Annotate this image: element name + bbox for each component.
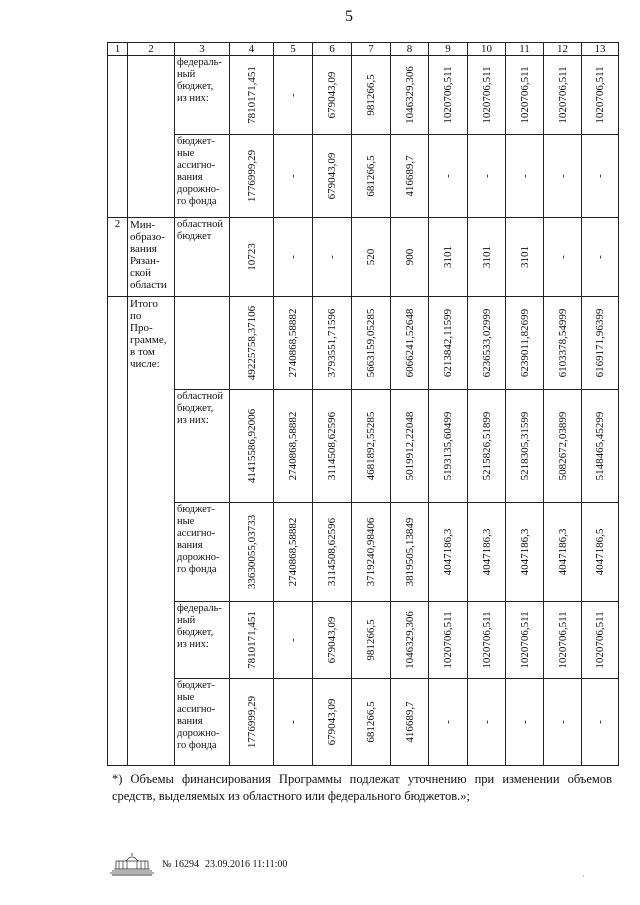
amount-value: 681266,5 bbox=[365, 701, 377, 743]
amount-value: 1776999,29 bbox=[245, 695, 258, 749]
amount-value: 1020706,511 bbox=[442, 66, 454, 124]
footnote: *) Объемы финансирования Программы подлежат уточнению при изменении объемов средств, выделяемых из областного или федерального бюджетов.»; bbox=[112, 772, 612, 803]
amount-value: 6213842,11599 bbox=[442, 308, 454, 378]
amount-value: 6169171,96399 bbox=[594, 308, 606, 378]
amount-value: 10723 bbox=[245, 243, 258, 271]
executor-name: Итого по Про- грамме, в том числе: bbox=[130, 298, 167, 370]
amount-value: - bbox=[556, 255, 569, 259]
amount-value: 5019912,22048 bbox=[403, 411, 416, 481]
amount-value: 520 bbox=[365, 248, 377, 266]
funding-source: бюджет- ные ассигно- вания дорожно- го фонда bbox=[177, 136, 220, 207]
amount-value: 3719240,98406 bbox=[365, 517, 377, 587]
amount-value: - bbox=[594, 255, 606, 259]
amount-value: 1020706,511 bbox=[594, 66, 606, 124]
amount-value: - bbox=[480, 174, 493, 178]
amount-value: 1020706,511 bbox=[480, 611, 493, 669]
amount-value: 7810171,451 bbox=[245, 611, 258, 669]
amount-value: 3114508,62596 bbox=[326, 517, 338, 587]
table-row bbox=[108, 297, 619, 390]
amount-value: 681266,5 bbox=[365, 155, 377, 197]
column-header: 7 bbox=[352, 43, 391, 56]
amount-value: 4047186,5 bbox=[594, 528, 606, 576]
amount-value: - bbox=[442, 720, 454, 724]
amount-value: 3101 bbox=[442, 246, 454, 268]
table-row bbox=[108, 390, 619, 503]
column-header: 2 bbox=[128, 43, 175, 56]
document-number: № 16294 bbox=[162, 858, 200, 870]
amount-value: 7810171,451 bbox=[245, 66, 258, 124]
table-row bbox=[108, 218, 619, 297]
amount-value: 41415586,92006 bbox=[245, 408, 258, 484]
column-header: 1 bbox=[108, 43, 128, 56]
amount-value: 679043,09 bbox=[326, 698, 338, 746]
scan-mark: · bbox=[582, 872, 585, 881]
column-header: 6 bbox=[313, 43, 352, 56]
amount-value: 900 bbox=[403, 248, 416, 266]
column-header: 9 bbox=[429, 43, 468, 56]
table-header-row bbox=[108, 43, 619, 56]
amount-value: 4047186,3 bbox=[518, 528, 531, 576]
amount-value: 2740868,58882 bbox=[287, 308, 299, 378]
amount-value: - bbox=[287, 720, 299, 724]
amount-value: - bbox=[287, 93, 299, 97]
amount-value: - bbox=[556, 174, 569, 178]
funding-source: федераль- ный бюджет, из них: bbox=[177, 603, 222, 650]
row-number: 2 bbox=[114, 219, 121, 230]
amount-value: 5082672,03899 bbox=[556, 411, 569, 481]
amount-value: 1020706,511 bbox=[518, 611, 531, 669]
table-row bbox=[108, 679, 619, 766]
amount-value: - bbox=[287, 174, 299, 178]
amount-value: 3793551,71596 bbox=[326, 308, 338, 378]
table-row bbox=[108, 503, 619, 602]
amount-value: 1020706,511 bbox=[518, 66, 531, 124]
amount-value: - bbox=[287, 638, 299, 642]
amount-value: 1020706,511 bbox=[556, 611, 569, 669]
column-header: 12 bbox=[544, 43, 582, 56]
amount-value: 3101 bbox=[480, 246, 493, 268]
financing-table bbox=[107, 42, 619, 766]
amount-value: 981266,5 bbox=[365, 619, 377, 661]
table-row bbox=[108, 602, 619, 679]
amount-value: 33630055,03733 bbox=[245, 514, 258, 590]
column-header: 3 bbox=[175, 43, 230, 56]
column-header: 5 bbox=[274, 43, 313, 56]
table-row bbox=[108, 135, 619, 218]
amount-value: 6236533,02999 bbox=[480, 308, 493, 378]
amount-value: 5193135,60499 bbox=[442, 411, 454, 481]
amount-value: 1046329,306 bbox=[403, 611, 416, 669]
table-row bbox=[108, 56, 619, 135]
amount-value: 1020706,511 bbox=[594, 611, 606, 669]
amount-value: 4047186,3 bbox=[556, 528, 569, 576]
amount-value: 416689,7 bbox=[403, 701, 416, 743]
column-header: 8 bbox=[391, 43, 429, 56]
document-timestamp: 23.09.2016 11:11:00 bbox=[205, 858, 288, 870]
column-header: 11 bbox=[506, 43, 544, 56]
amount-value: - bbox=[326, 255, 338, 259]
column-header: 4 bbox=[230, 43, 274, 56]
amount-value: 416689,7 bbox=[403, 155, 416, 197]
amount-value: 3101 bbox=[518, 246, 531, 268]
amount-value: 1020706,511 bbox=[442, 611, 454, 669]
amount-value: 5215826,51899 bbox=[480, 411, 493, 481]
amount-value: - bbox=[556, 720, 569, 724]
amount-value: 5663159,05285 bbox=[365, 308, 377, 378]
footer bbox=[108, 852, 287, 876]
amount-value: 49225758,37106 bbox=[245, 305, 258, 381]
executor-name: Мин- образо- вания Рязан- ской области bbox=[130, 219, 167, 291]
amount-value: 6103378,54999 bbox=[556, 308, 569, 378]
row-number bbox=[108, 297, 127, 299]
amount-value: - bbox=[442, 174, 454, 178]
government-building-logo bbox=[108, 852, 156, 876]
amount-value: - bbox=[518, 174, 531, 178]
funding-source bbox=[175, 297, 229, 299]
amount-value: 6066241,52648 bbox=[403, 308, 416, 378]
amount-value: 679043,09 bbox=[326, 616, 338, 664]
amount-value: 981266,5 bbox=[365, 74, 377, 116]
amount-value: 4047186,3 bbox=[480, 528, 493, 576]
amount-value: - bbox=[518, 720, 531, 724]
funding-source: бюджет- ные ассигно- вания дорожно- го фонда bbox=[177, 504, 220, 575]
amount-value: 2740868,58882 bbox=[287, 411, 299, 481]
funding-source: федераль- ный бюджет, из них: bbox=[177, 57, 222, 104]
amount-value: 1020706,511 bbox=[480, 66, 493, 124]
row-number bbox=[108, 56, 127, 58]
funding-source: областной бюджет bbox=[177, 219, 223, 242]
page-number: 5 bbox=[345, 8, 353, 25]
amount-value: - bbox=[594, 174, 606, 178]
amount-value: 679043,09 bbox=[326, 152, 338, 200]
amount-value: 4047186,3 bbox=[442, 528, 454, 576]
amount-value: 1020706,511 bbox=[556, 66, 569, 124]
amount-value: 3114508,62596 bbox=[326, 411, 338, 481]
amount-value: 4681892,55285 bbox=[365, 411, 377, 481]
amount-value: - bbox=[594, 720, 606, 724]
amount-value: 5218305,31599 bbox=[518, 411, 531, 481]
amount-value: - bbox=[287, 255, 299, 259]
amount-value: 5148465,45299 bbox=[594, 411, 606, 481]
amount-value: 6239011,82699 bbox=[518, 308, 531, 378]
executor-name bbox=[128, 56, 174, 58]
amount-value: 2740868,58882 bbox=[287, 517, 299, 587]
column-header: 10 bbox=[468, 43, 506, 56]
amount-value: 679043,09 bbox=[326, 71, 338, 119]
amount-value: 1776999,29 bbox=[245, 149, 258, 203]
funding-source: бюджет- ные ассигно- вания дорожно- го фонда bbox=[177, 680, 220, 751]
funding-source: областной бюджет, из них: bbox=[177, 391, 223, 426]
column-header: 13 bbox=[582, 43, 619, 56]
amount-value: - bbox=[480, 720, 493, 724]
amount-value: 1046329,306 bbox=[403, 66, 416, 124]
amount-value: 3819505,13849 bbox=[403, 517, 416, 587]
